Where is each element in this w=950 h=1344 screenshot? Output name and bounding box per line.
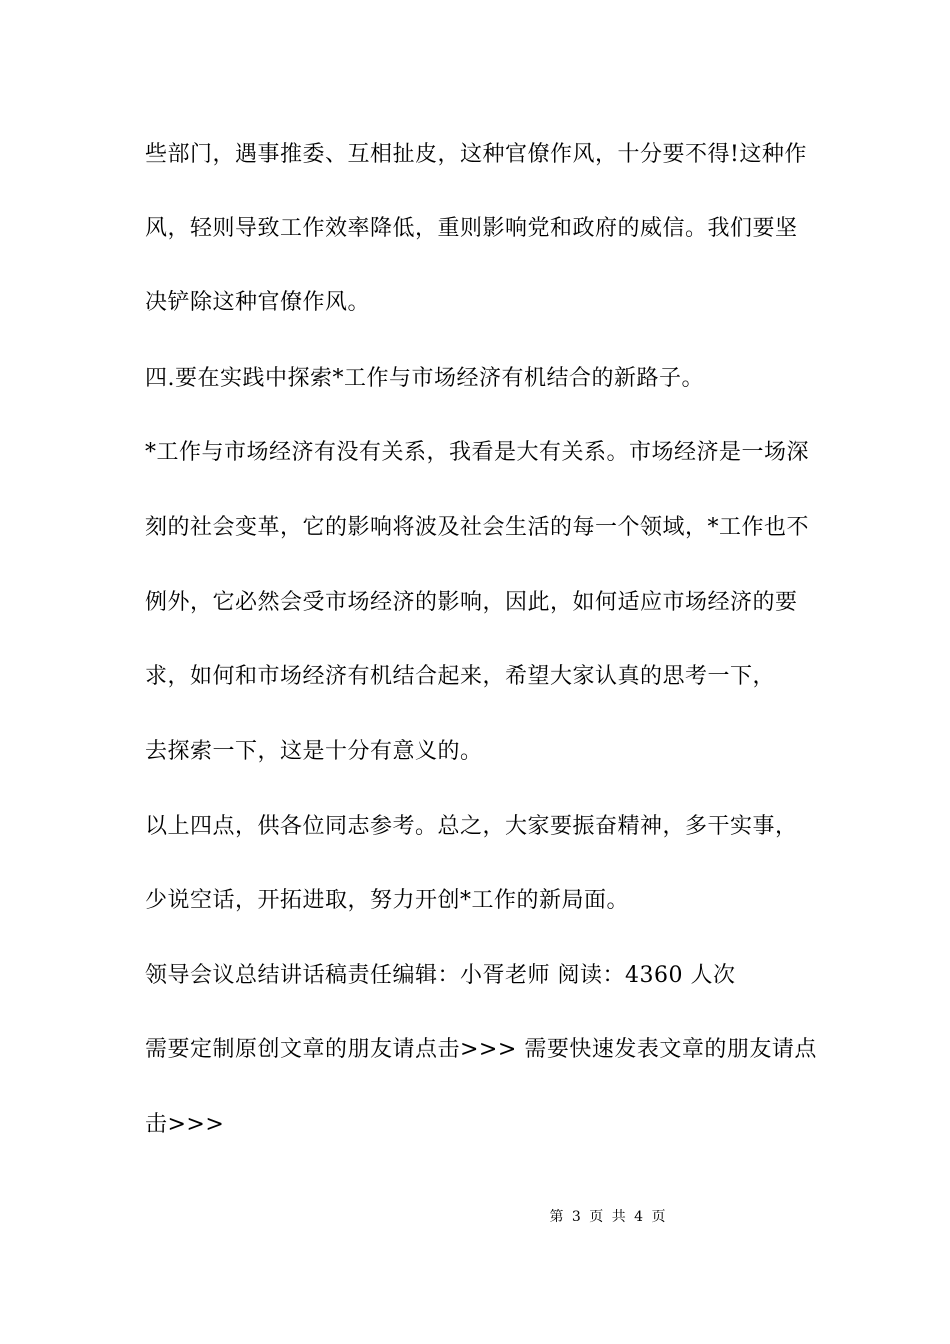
section-heading: 四.要在实践中探索*工作与市场经济有机结合的新路子。 <box>145 366 704 391</box>
page-footer <box>0 1208 950 1226</box>
body-text-line-11: 少说空话，开拓进取，努力开创*工作的新局面。 <box>145 888 630 913</box>
current-page-number: 3 <box>571 1209 581 1225</box>
promo-line <box>145 1036 815 1064</box>
body-text-line-10: 以上四点，供各位同志参考。总之，大家要振奋精神，多干实事， <box>145 814 798 839</box>
footer-prefix: 第 <box>549 1209 564 1225</box>
body-text-line-6: 刻的社会变革，它的影响将波及社会生活的每一个领域，*工作也不 <box>145 515 810 540</box>
body-text-line-5: *工作与市场经济有没有关系，我看是大有关系。市场经济是一场深 <box>145 440 810 465</box>
body-text-line-3: 决铲除这种官僚作风。 <box>145 290 371 315</box>
body-text-line-9: 去探索一下，这是十分有意义的。 <box>145 739 483 764</box>
body-text-line-7: 例外，它必然会受市场经济的影响，因此，如何适应市场经济的要 <box>145 590 798 615</box>
body-text-line-2: 风，轻则导致工作效率降低，重则影响党和政府的威信。我们要坚 <box>145 216 798 241</box>
footer-total-prefix: 共 <box>611 1209 626 1225</box>
footer-suffix: 页 <box>651 1209 666 1225</box>
footer-page-word: 页 <box>589 1209 604 1225</box>
promo-line-continued <box>145 1111 815 1139</box>
total-page-number: 4 <box>634 1209 644 1225</box>
fast-publish-link[interactable]: 需要快速发表文章的朋友请点 <box>524 1037 817 1062</box>
body-text-line-8: 求，如何和市场经济有机结合起来，希望大家认真的思考一下， <box>145 664 776 689</box>
custom-original-link[interactable]: 需要定制原创文章的朋友请点击>>> <box>145 1037 517 1062</box>
editor-info: 领导会议总结讲话稿责任编辑：小胥老师 阅读：4360 人次 <box>145 963 736 988</box>
body-text-line-1: 些部门，遇事推委、互相扯皮，这种官僚作风，十分要不得!这种作 <box>145 142 807 167</box>
fast-publish-link-continued[interactable]: 击>>> <box>145 1112 225 1137</box>
